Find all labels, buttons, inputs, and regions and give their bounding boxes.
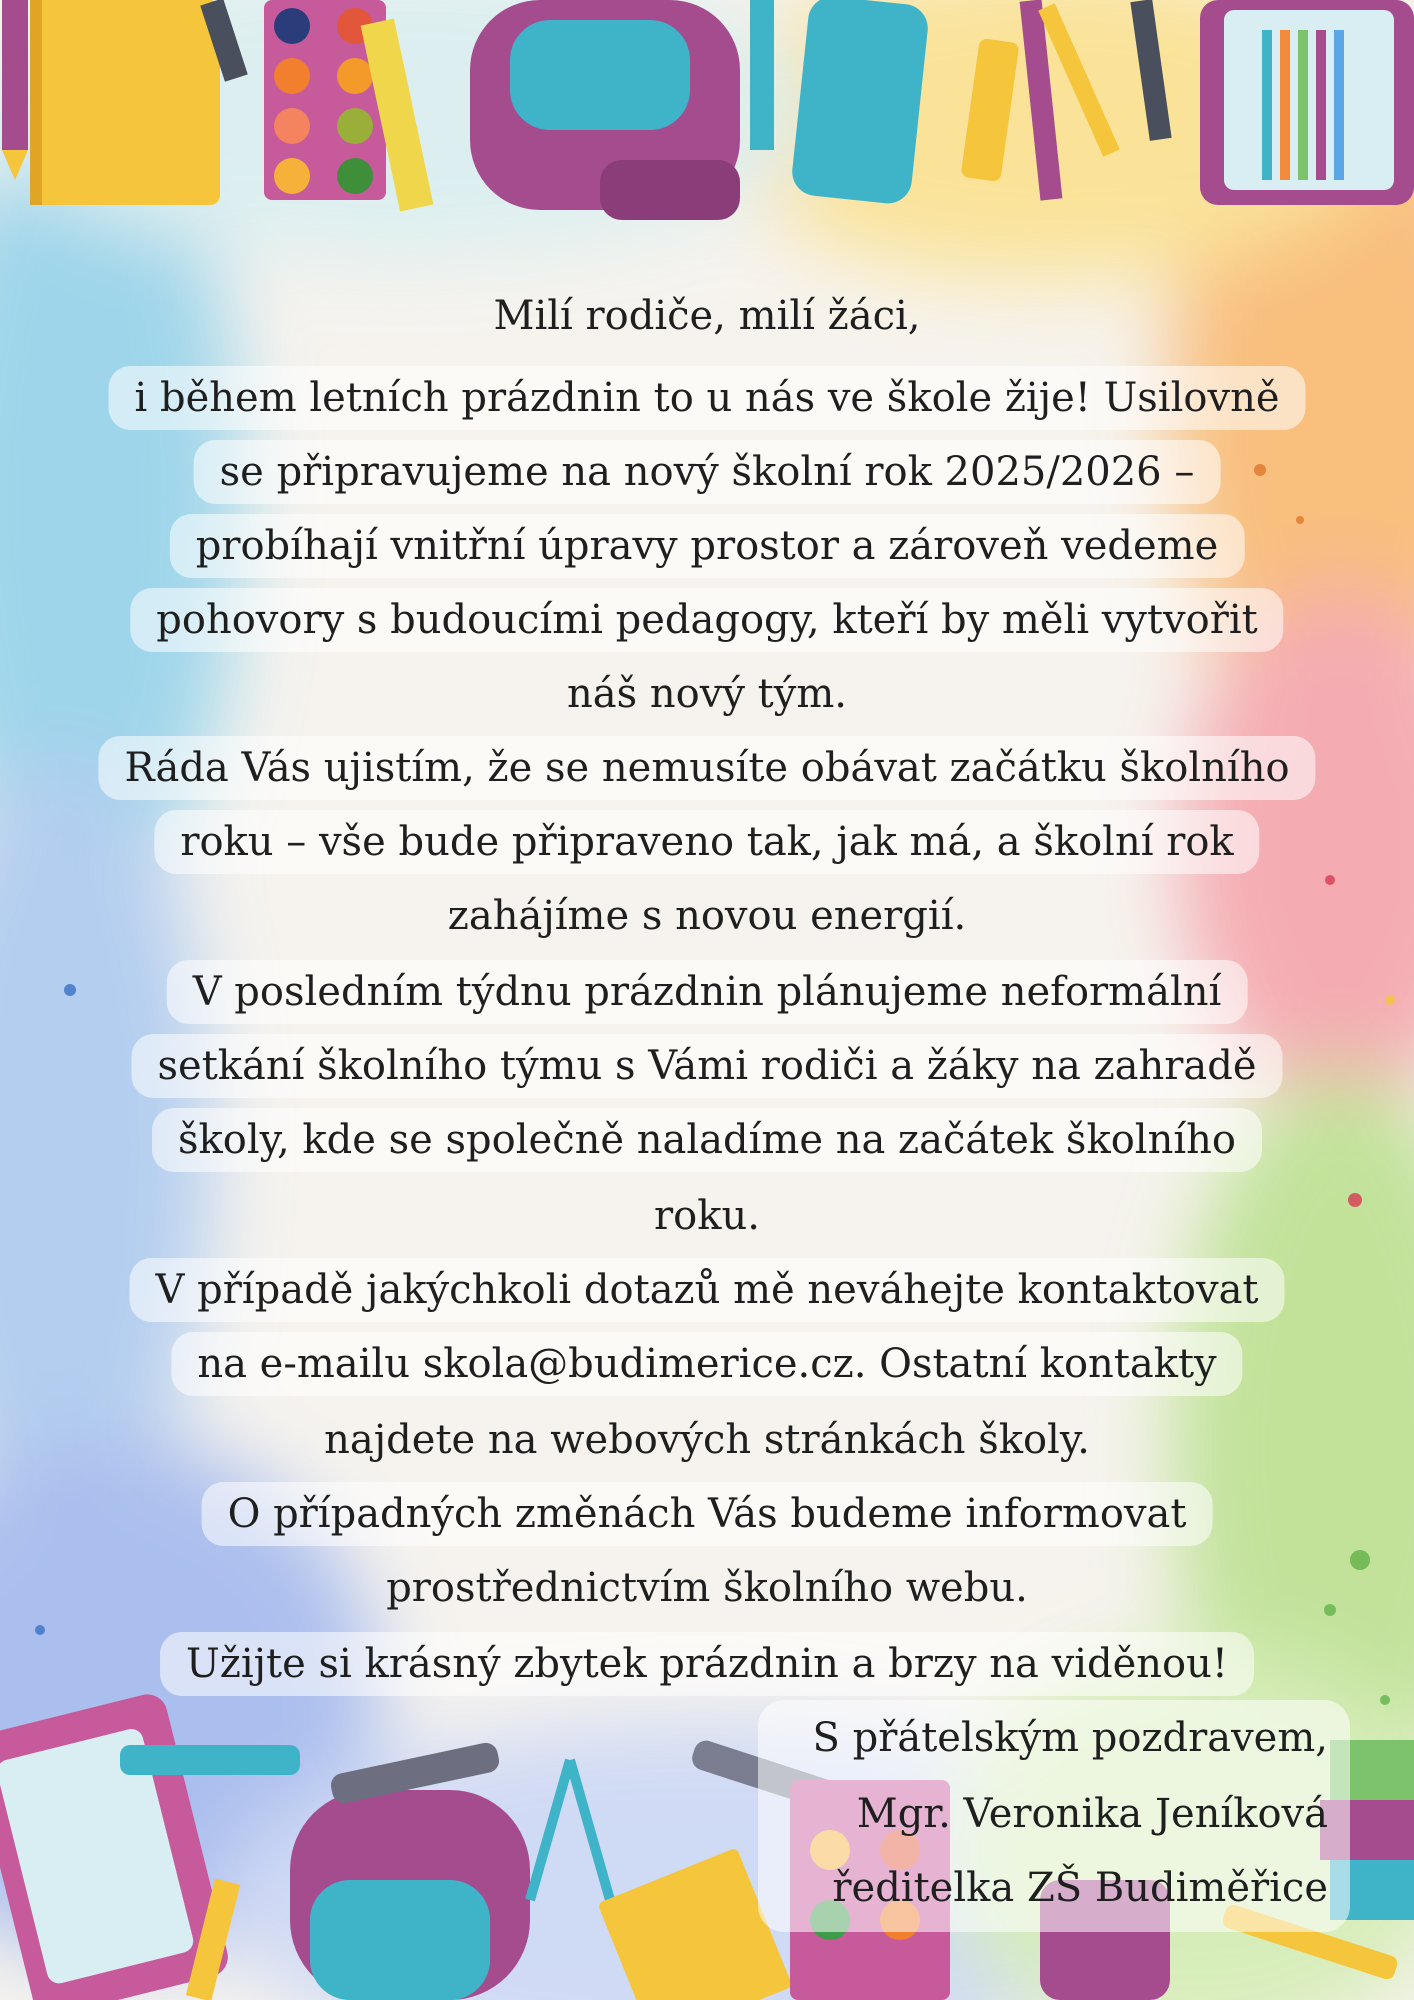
closing: S přátelským pozdravem, (812, 1715, 1328, 1761)
paragraph-4-line-1: V případě jakýchkoli dotazů mě neváhejte kontaktovat (129, 1258, 1284, 1322)
paragraph-2-line-1: Ráda Vás ujistím, že se nemusíte obávat začátku školního (98, 736, 1315, 800)
paragraph-4-line-3: najdete na webových stránkách školy. (324, 1417, 1090, 1463)
paragraph-1-line-2: se připravujeme na nový školní rok 2025/2026 – (194, 440, 1221, 504)
signer-name: Mgr. Veronika Jeníková (856, 1791, 1328, 1837)
paragraph-3-line-3: školy, kde se společně naladíme na začátek školního (152, 1108, 1262, 1172)
paragraph-5-line-1: O případných změnách Vás budeme informovat (202, 1482, 1213, 1546)
paragraph-1-line-3: probíhají vnitřní úpravy prostor a zároveň vedeme (170, 514, 1245, 578)
paragraph-1-line-4: pohovory s budoucími pedagogy, kteří by měli vytvořit (130, 588, 1283, 652)
signer-title: ředitelka ZŠ Budiměřice (832, 1865, 1328, 1911)
paragraph-1-line-5: náš nový tým. (567, 671, 847, 717)
paragraph-1-line-1: i během letních prázdnin to u nás ve škole žije! Usilovně (109, 366, 1306, 430)
greeting: Milí rodiče, milí žáci, (493, 293, 921, 339)
paragraph-5-line-2: prostřednictvím školního webu. (386, 1565, 1028, 1611)
paragraph-2-line-3: zahájíme s novou energií. (447, 893, 967, 939)
paragraph-3-line-1: V posledním týdnu prázdnin plánujeme neformální (167, 960, 1248, 1024)
paragraph-3-line-4: roku. (654, 1193, 760, 1239)
paragraph-4-line-2: na e-mailu skola@budimerice.cz. Ostatní kontakty (171, 1332, 1242, 1396)
paragraph-2-line-2: roku – vše bude připraveno tak, jak má, a školní rok (154, 810, 1259, 874)
paragraph-6: Užijte si krásný zbytek prázdnin a brzy na viděnou! (160, 1632, 1254, 1696)
paragraph-3-line-2: setkání školního týmu s Vámi rodiči a žáky na zahradě (131, 1034, 1282, 1098)
